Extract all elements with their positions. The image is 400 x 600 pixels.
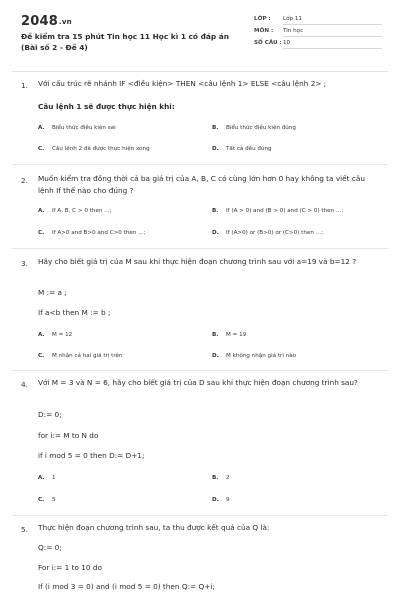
- option-label: B.: [212, 332, 219, 338]
- option-text: M không nhận giá trị nào: [226, 353, 297, 359]
- option-d[interactable]: [212, 230, 323, 236]
- option-label: D.: [212, 230, 219, 236]
- option-text: M = 19: [226, 332, 247, 338]
- site-logo[interactable]: [21, 14, 72, 29]
- option-text: M nhận cả hai giá trị trên: [52, 353, 123, 359]
- question-divider: [12, 164, 388, 165]
- option-text: M = 12: [52, 332, 73, 338]
- option-text: 5: [52, 497, 56, 503]
- option-c[interactable]: [38, 230, 146, 236]
- question-number: 3.: [21, 259, 28, 268]
- question-number: 2.: [21, 176, 28, 185]
- logo-suffix: .vn: [58, 18, 72, 26]
- option-b[interactable]: [212, 475, 230, 481]
- option-label: A.: [38, 208, 45, 214]
- code-line: For i:= 1 to 10 do: [38, 563, 102, 572]
- header-divider: [12, 71, 388, 72]
- code-line: if i mod 5 = 0 then D:= D+1;: [38, 451, 145, 460]
- meta-value: 10: [283, 37, 382, 49]
- option-c[interactable]: [38, 497, 56, 503]
- option-text: If A, B, C > 0 then …;: [52, 208, 112, 214]
- option-label: A.: [38, 125, 45, 131]
- question-divider: [12, 370, 388, 371]
- option-text: Tất cả đều đúng: [226, 146, 272, 152]
- question-text: Muốn kiểm tra đồng thời cả ba giá trị của A, B, C có cùng lớn hơn 0 hay không ta viết câu lệnh If thế nào cho đúng ?: [38, 174, 365, 195]
- option-d[interactable]: [212, 146, 272, 152]
- option-text: 9: [226, 497, 230, 503]
- question-text: Hãy cho biết giá trị của M sau khi thực hiện đoạn chương trình sau với a=19 và b=12 ?: [38, 257, 357, 266]
- option-a[interactable]: [38, 475, 56, 481]
- option-label: B.: [212, 125, 219, 131]
- option-b[interactable]: [212, 125, 296, 131]
- option-text: If A>0 and B>0 and C>0 then …;: [52, 230, 146, 236]
- option-label: C.: [38, 497, 45, 503]
- option-c[interactable]: [38, 146, 150, 152]
- option-text: Biểu thức điều kiện sai: [52, 125, 116, 131]
- question-number: 1.: [21, 81, 28, 90]
- option-d[interactable]: [212, 497, 230, 503]
- page-header: [0, 0, 400, 62]
- meta-key: SỐ CÂU :: [254, 40, 282, 46]
- option-label: B.: [212, 475, 219, 481]
- meta-row-class: [254, 13, 382, 25]
- question-text: Với cấu trúc rẽ nhánh IF <điều kiện> THEN <câu lệnh 1> ELSE <câu lệnh 2> ;: [38, 79, 327, 88]
- question-divider: [12, 515, 388, 516]
- option-text: 1: [52, 475, 56, 481]
- option-label: D.: [212, 146, 219, 152]
- document-title: Đề kiểm tra 15 phút Tin học 11 Học kì 1 có đáp án (Bài số 2 - Đề 4): [21, 32, 229, 52]
- option-label: A.: [38, 475, 45, 481]
- code-line: M := a ;: [38, 288, 67, 297]
- option-text: If (A > 0) and (B > 0) and (C > 0) then …;: [226, 208, 344, 214]
- option-label: A.: [38, 332, 45, 338]
- option-label: C.: [38, 146, 45, 152]
- option-a[interactable]: [38, 208, 112, 214]
- option-c[interactable]: [38, 353, 123, 359]
- option-label: D.: [212, 353, 219, 359]
- option-label: C.: [38, 353, 45, 359]
- option-text: Biểu thức điều kiện đúng: [226, 125, 296, 131]
- code-line: for i:= M to N do: [38, 431, 99, 440]
- code-line: If a<b then M := b ;: [38, 308, 111, 317]
- meta-row-subject: [254, 25, 382, 37]
- option-label: B.: [212, 208, 219, 214]
- option-a[interactable]: [38, 125, 116, 131]
- option-text: If (A>0) or (B>0) or (C>0) then …;: [226, 230, 324, 236]
- option-label: C.: [38, 230, 45, 236]
- question-number: 4.: [21, 380, 28, 389]
- meta-row-count: [254, 37, 382, 49]
- meta-value: Tin học: [283, 25, 382, 37]
- option-label: D.: [212, 497, 219, 503]
- code-line: Q:= 0;: [38, 543, 62, 552]
- option-b[interactable]: [212, 208, 343, 214]
- code-line: D:= 0;: [38, 410, 62, 419]
- option-text: Câu lệnh 2 đã được thực hiện xong: [52, 146, 150, 152]
- question-text: Với M = 3 và N = 6, hãy cho biết giá trị của D sau khi thực hiện đoạn chương trình sau?: [38, 378, 358, 387]
- option-b[interactable]: [212, 332, 246, 338]
- question-number: 5.: [21, 525, 28, 534]
- option-d[interactable]: [212, 353, 296, 359]
- meta-value: Lớp 11: [283, 13, 382, 25]
- logo-text: 2048: [21, 14, 58, 29]
- meta-key: LỚP :: [254, 16, 271, 22]
- question-text: Thực hiện đoạn chương trình sau, ta thu được kết quả của Q là:: [38, 523, 270, 532]
- option-a[interactable]: [38, 332, 72, 338]
- meta-table: [254, 13, 382, 49]
- question-subtext: Câu lệnh 1 sẽ được thực hiện khi:: [38, 102, 175, 111]
- question-divider: [12, 248, 388, 249]
- meta-key: MÔN :: [254, 28, 274, 34]
- code-line: If (i mod 3 = 0) and (i mod 5 = 0) then Q:= Q+i;: [38, 582, 215, 591]
- option-text: 2: [226, 475, 230, 481]
